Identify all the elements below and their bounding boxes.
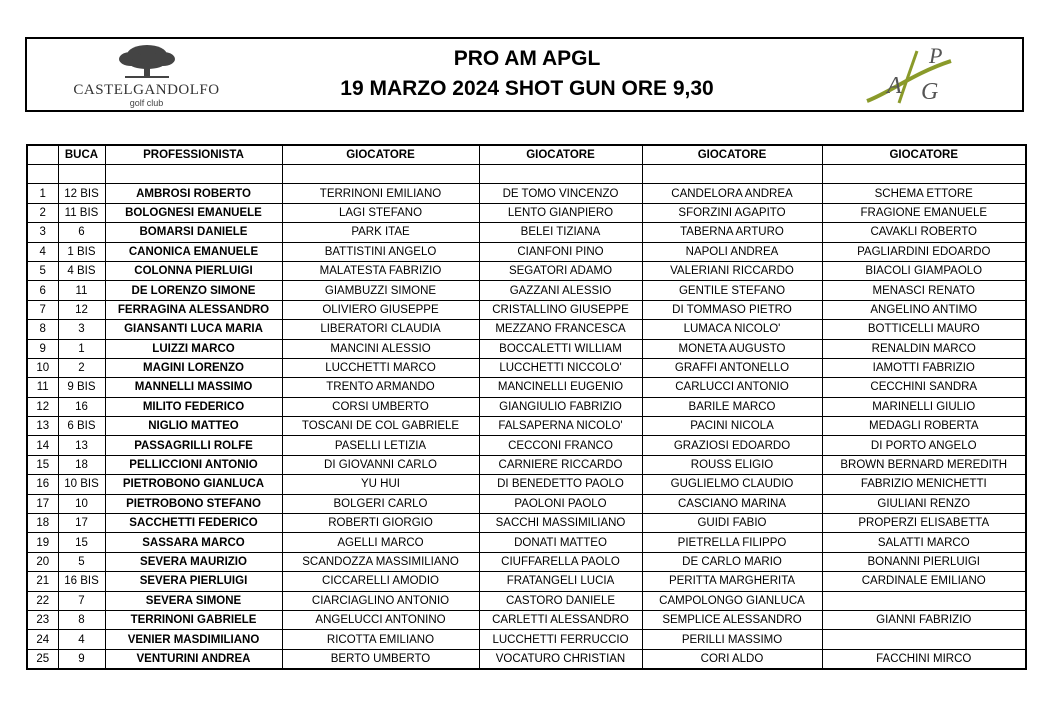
giocatore-4-cell: BROWN BERNARD MEREDITH bbox=[822, 455, 1026, 474]
giocatore-3-cell: BARILE MARCO bbox=[642, 397, 822, 416]
giocatore-4-cell: RENALDIN MARCO bbox=[822, 339, 1026, 358]
professionista-cell: PASSAGRILLI ROLFE bbox=[105, 436, 282, 455]
column-header-giocatore-2: GIOCATORE bbox=[479, 145, 642, 165]
page-subtitle: 19 MARZO 2024 SHOT GUN ORE 9,30 bbox=[340, 77, 714, 100]
giocatore-2-cell: BOCCALETTI WILLIAM bbox=[479, 339, 642, 358]
buca-cell: 5 bbox=[58, 552, 105, 571]
buca-cell: 9 BIS bbox=[58, 378, 105, 397]
giocatore-1-cell: TOSCANI DE COL GABRIELE bbox=[282, 417, 479, 436]
row-index-cell: 17 bbox=[27, 494, 58, 513]
giocatore-2-cell: DI BENEDETTO PAOLO bbox=[479, 475, 642, 494]
giocatore-3-cell: SEMPLICE ALESSANDRO bbox=[642, 610, 822, 629]
giocatore-2-cell: LENTO GIANPIERO bbox=[479, 203, 642, 222]
giocatore-4-cell: FABRIZIO MENICHETTI bbox=[822, 475, 1026, 494]
giocatore-3-cell: CASCIANO MARINA bbox=[642, 494, 822, 513]
giocatore-1-cell: LAGI STEFANO bbox=[282, 203, 479, 222]
giocatore-4-cell: BONANNI PIERLUIGI bbox=[822, 552, 1026, 571]
table-row bbox=[27, 533, 1026, 552]
row-index-cell: 1 bbox=[27, 184, 58, 203]
giocatore-3-cell: TABERNA ARTURO bbox=[642, 223, 822, 242]
giocatore-2-cell: FRATANGELI LUCIA bbox=[479, 572, 642, 591]
giocatore-3-cell: SFORZINI AGAPITO bbox=[642, 203, 822, 222]
buca-cell: 1 BIS bbox=[58, 242, 105, 261]
table-row bbox=[27, 223, 1026, 242]
row-index-cell: 19 bbox=[27, 533, 58, 552]
giocatore-3-cell: CARLUCCI ANTONIO bbox=[642, 378, 822, 397]
giocatore-3-cell: NAPOLI ANDREA bbox=[642, 242, 822, 261]
row-index-cell: 6 bbox=[27, 281, 58, 300]
professionista-cell: VENIER MASDIMILIANO bbox=[105, 630, 282, 649]
table-row bbox=[27, 261, 1026, 280]
row-index-cell: 3 bbox=[27, 223, 58, 242]
giocatore-3-cell: GUIDI FABIO bbox=[642, 514, 822, 533]
table-row bbox=[27, 552, 1026, 571]
buca-cell: 8 bbox=[58, 610, 105, 629]
row-index-cell: 4 bbox=[27, 242, 58, 261]
club-subtitle: golf club bbox=[129, 98, 164, 108]
giocatore-4-cell: BIACOLI GIAMPAOLO bbox=[822, 261, 1026, 280]
giocatore-2-cell: CARLETTI ALESSANDRO bbox=[479, 610, 642, 629]
buca-cell: 4 BIS bbox=[58, 261, 105, 280]
table-row bbox=[27, 242, 1026, 261]
professionista-cell: MAGINI LORENZO bbox=[105, 358, 282, 377]
giocatore-4-cell bbox=[822, 630, 1026, 649]
giocatore-2-cell: CIANFONI PINO bbox=[479, 242, 642, 261]
giocatore-4-cell: FRAGIONE EMANUELE bbox=[822, 203, 1026, 222]
page-title: PRO AM APGL bbox=[453, 47, 601, 70]
buca-cell: 6 bbox=[58, 223, 105, 242]
spacer-cell bbox=[105, 165, 282, 184]
spacer-row bbox=[27, 165, 1026, 184]
club-name: CASTELGANDOLFO bbox=[73, 82, 220, 98]
table-row bbox=[27, 378, 1026, 397]
table-row bbox=[27, 436, 1026, 455]
buca-cell: 6 BIS bbox=[58, 417, 105, 436]
giocatore-3-cell: CORI ALDO bbox=[642, 649, 822, 669]
spacer-cell bbox=[58, 165, 105, 184]
table-row bbox=[27, 417, 1026, 436]
giocatore-4-cell: PAGLIARDINI EDOARDO bbox=[822, 242, 1026, 261]
buca-cell: 2 bbox=[58, 358, 105, 377]
giocatore-4-cell: FACCHINI MIRCO bbox=[822, 649, 1026, 669]
giocatore-3-cell: CAMPOLONGO GIANLUCA bbox=[642, 591, 822, 610]
professionista-cell: VENTURINI ANDREA bbox=[105, 649, 282, 669]
buca-cell: 16 BIS bbox=[58, 572, 105, 591]
table-row bbox=[27, 649, 1026, 669]
professionista-cell: SACCHETTI FEDERICO bbox=[105, 514, 282, 533]
professionista-cell: GIANSANTI LUCA MARIA bbox=[105, 320, 282, 339]
giocatore-4-cell: MEDAGLI ROBERTA bbox=[822, 417, 1026, 436]
professionista-cell: TERRINONI GABRIELE bbox=[105, 610, 282, 629]
giocatore-1-cell: MALATESTA FABRIZIO bbox=[282, 261, 479, 280]
table-row bbox=[27, 184, 1026, 203]
giocatore-2-cell: SEGATORI ADAMO bbox=[479, 261, 642, 280]
column-header-giocatore-1: GIOCATORE bbox=[282, 145, 479, 165]
giocatore-4-cell: IAMOTTI FABRIZIO bbox=[822, 358, 1026, 377]
buca-cell: 17 bbox=[58, 514, 105, 533]
giocatore-3-cell: LUMACA NICOLO' bbox=[642, 320, 822, 339]
giocatore-2-cell: DE TOMO VINCENZO bbox=[479, 184, 642, 203]
table-row bbox=[27, 475, 1026, 494]
row-index-cell: 24 bbox=[27, 630, 58, 649]
giocatore-1-cell: DI GIOVANNI CARLO bbox=[282, 455, 479, 474]
row-index-cell: 12 bbox=[27, 397, 58, 416]
row-index-cell: 16 bbox=[27, 475, 58, 494]
table-row bbox=[27, 455, 1026, 474]
buca-cell: 18 bbox=[58, 455, 105, 474]
buca-cell: 12 BIS bbox=[58, 184, 105, 203]
professionista-cell: MILITO FEDERICO bbox=[105, 397, 282, 416]
giocatore-4-cell: CECCHINI SANDRA bbox=[822, 378, 1026, 397]
buca-cell: 3 bbox=[58, 320, 105, 339]
giocatore-1-cell: PARK ITAE bbox=[282, 223, 479, 242]
row-index-cell: 23 bbox=[27, 610, 58, 629]
row-index-cell: 9 bbox=[27, 339, 58, 358]
apgl-logo bbox=[859, 43, 959, 109]
giocatore-1-cell: LUCCHETTI MARCO bbox=[282, 358, 479, 377]
giocatore-3-cell: DI TOMMASO PIETRO bbox=[642, 300, 822, 319]
giocatore-1-cell: CIARCIAGLINO ANTONIO bbox=[282, 591, 479, 610]
giocatore-4-cell: GIULIANI RENZO bbox=[822, 494, 1026, 513]
buca-cell: 13 bbox=[58, 436, 105, 455]
column-header-professionista: PROFESSIONISTA bbox=[105, 145, 282, 165]
table-row bbox=[27, 494, 1026, 513]
giocatore-1-cell: CICCARELLI AMODIO bbox=[282, 572, 479, 591]
professionista-cell: BOMARSI DANIELE bbox=[105, 223, 282, 242]
column-header-index bbox=[27, 145, 58, 165]
giocatore-2-cell: CRISTALLINO GIUSEPPE bbox=[479, 300, 642, 319]
table-body bbox=[27, 165, 1026, 669]
spacer-cell bbox=[479, 165, 642, 184]
giocatore-1-cell: AGELLI MARCO bbox=[282, 533, 479, 552]
row-index-cell: 21 bbox=[27, 572, 58, 591]
table-row bbox=[27, 358, 1026, 377]
buca-cell: 12 bbox=[58, 300, 105, 319]
giocatore-1-cell: TERRINONI EMILIANO bbox=[282, 184, 479, 203]
buca-cell: 4 bbox=[58, 630, 105, 649]
giocatore-1-cell: CORSI UMBERTO bbox=[282, 397, 479, 416]
table-row bbox=[27, 281, 1026, 300]
logo-letter-a: A bbox=[887, 73, 902, 99]
row-index-cell: 15 bbox=[27, 455, 58, 474]
professionista-cell: SASSARA MARCO bbox=[105, 533, 282, 552]
column-header-giocatore-4: GIOCATORE bbox=[822, 145, 1026, 165]
table-header-row bbox=[27, 145, 1026, 165]
buca-cell: 9 bbox=[58, 649, 105, 669]
giocatore-4-cell: DI PORTO ANGELO bbox=[822, 436, 1026, 455]
header-box bbox=[25, 37, 1024, 112]
spacer-cell bbox=[642, 165, 822, 184]
table-row bbox=[27, 572, 1026, 591]
giocatore-3-cell: CANDELORA ANDREA bbox=[642, 184, 822, 203]
giocatore-3-cell: MONETA AUGUSTO bbox=[642, 339, 822, 358]
giocatore-3-cell: PERITTA MARGHERITA bbox=[642, 572, 822, 591]
giocatore-1-cell: YU HUI bbox=[282, 475, 479, 494]
row-index-cell: 5 bbox=[27, 261, 58, 280]
table-row bbox=[27, 320, 1026, 339]
row-index-cell: 8 bbox=[27, 320, 58, 339]
giocatore-3-cell: PIETRELLA FILIPPO bbox=[642, 533, 822, 552]
table-row bbox=[27, 203, 1026, 222]
giocatore-1-cell: SCANDOZZA MASSIMILIANO bbox=[282, 552, 479, 571]
giocatore-1-cell: BERTO UMBERTO bbox=[282, 649, 479, 669]
table-row bbox=[27, 610, 1026, 629]
buca-cell: 10 bbox=[58, 494, 105, 513]
table-row bbox=[27, 591, 1026, 610]
spacer-cell bbox=[282, 165, 479, 184]
row-index-cell: 2 bbox=[27, 203, 58, 222]
giocatore-3-cell: VALERIANI RICCARDO bbox=[642, 261, 822, 280]
spacer-cell bbox=[27, 165, 58, 184]
professionista-cell: SEVERA MAURIZIO bbox=[105, 552, 282, 571]
giocatore-2-cell: LUCCHETTI NICCOLO' bbox=[479, 358, 642, 377]
giocatore-1-cell: LIBERATORI CLAUDIA bbox=[282, 320, 479, 339]
buca-cell: 11 BIS bbox=[58, 203, 105, 222]
giocatore-2-cell: CIUFFARELLA PAOLO bbox=[479, 552, 642, 571]
giocatore-4-cell: MARINELLI GIULIO bbox=[822, 397, 1026, 416]
giocatore-1-cell: TRENTO ARMANDO bbox=[282, 378, 479, 397]
giocatore-2-cell: GAZZANI ALESSIO bbox=[479, 281, 642, 300]
giocatore-2-cell: MANCINELLI EUGENIO bbox=[479, 378, 642, 397]
professionista-cell: PELLICCIONI ANTONIO bbox=[105, 455, 282, 474]
row-index-cell: 22 bbox=[27, 591, 58, 610]
apgl-logo-graphic bbox=[859, 43, 959, 109]
giocatore-2-cell: CECCONI FRANCO bbox=[479, 436, 642, 455]
row-index-cell: 11 bbox=[27, 378, 58, 397]
professionista-cell: BOLOGNESI EMANUELE bbox=[105, 203, 282, 222]
giocatore-3-cell: GENTILE STEFANO bbox=[642, 281, 822, 300]
giocatore-4-cell: PROPERZI ELISABETTA bbox=[822, 514, 1026, 533]
tree-icon bbox=[111, 43, 183, 83]
giocatore-1-cell: BATTISTINI ANGELO bbox=[282, 242, 479, 261]
professionista-cell: MANNELLI MASSIMO bbox=[105, 378, 282, 397]
professionista-cell: SEVERA SIMONE bbox=[105, 591, 282, 610]
buca-cell: 1 bbox=[58, 339, 105, 358]
giocatore-4-cell: SCHEMA ETTORE bbox=[822, 184, 1026, 203]
giocatore-2-cell: MEZZANO FRANCESCA bbox=[479, 320, 642, 339]
giocatore-1-cell: RICOTTA EMILIANO bbox=[282, 630, 479, 649]
giocatore-4-cell: CAVAKLI ROBERTO bbox=[822, 223, 1026, 242]
professionista-cell: CANONICA EMANUELE bbox=[105, 242, 282, 261]
row-index-cell: 18 bbox=[27, 514, 58, 533]
giocatore-3-cell: PERILLI MASSIMO bbox=[642, 630, 822, 649]
spacer-cell bbox=[822, 165, 1026, 184]
giocatore-1-cell: PASELLI LETIZIA bbox=[282, 436, 479, 455]
row-index-cell: 7 bbox=[27, 300, 58, 319]
buca-cell: 11 bbox=[58, 281, 105, 300]
giocatore-2-cell: GIANGIULIO FABRIZIO bbox=[479, 397, 642, 416]
giocatore-3-cell: GRAFFI ANTONELLO bbox=[642, 358, 822, 377]
row-index-cell: 13 bbox=[27, 417, 58, 436]
buca-cell: 16 bbox=[58, 397, 105, 416]
table-row bbox=[27, 514, 1026, 533]
logo-letter-p: P bbox=[929, 43, 943, 68]
logo-letter-g: G bbox=[921, 79, 939, 105]
professionista-cell: COLONNA PIERLUIGI bbox=[105, 261, 282, 280]
giocatore-4-cell: GIANNI FABRIZIO bbox=[822, 610, 1026, 629]
professionista-cell: AMBROSI ROBERTO bbox=[105, 184, 282, 203]
giocatore-4-cell bbox=[822, 591, 1026, 610]
giocatore-1-cell: ROBERTI GIORGIO bbox=[282, 514, 479, 533]
column-header-giocatore-3: GIOCATORE bbox=[642, 145, 822, 165]
professionista-cell: SEVERA PIERLUIGI bbox=[105, 572, 282, 591]
giocatore-1-cell: GIAMBUZZI SIMONE bbox=[282, 281, 479, 300]
giocatore-1-cell: MANCINI ALESSIO bbox=[282, 339, 479, 358]
giocatore-2-cell: SACCHI MASSIMILIANO bbox=[479, 514, 642, 533]
table-row bbox=[27, 630, 1026, 649]
row-index-cell: 14 bbox=[27, 436, 58, 455]
giocatore-3-cell: PACINI NICOLA bbox=[642, 417, 822, 436]
giocatore-4-cell: ANGELINO ANTIMO bbox=[822, 300, 1026, 319]
giocatore-1-cell: OLIVIERO GIUSEPPE bbox=[282, 300, 479, 319]
giocatore-3-cell: ROUSS ELIGIO bbox=[642, 455, 822, 474]
professionista-cell: NIGLIO MATTEO bbox=[105, 417, 282, 436]
giocatore-2-cell: CARNIERE RICCARDO bbox=[479, 455, 642, 474]
giocatore-3-cell: DE CARLO MARIO bbox=[642, 552, 822, 571]
professionista-cell: PIETROBONO STEFANO bbox=[105, 494, 282, 513]
buca-cell: 15 bbox=[58, 533, 105, 552]
giocatore-4-cell: BOTTICELLI MAURO bbox=[822, 320, 1026, 339]
professionista-cell: PIETROBONO GIANLUCA bbox=[105, 475, 282, 494]
giocatore-1-cell: ANGELUCCI ANTONINO bbox=[282, 610, 479, 629]
giocatore-3-cell: GRAZIOSI EDOARDO bbox=[642, 436, 822, 455]
giocatore-4-cell: SALATTI MARCO bbox=[822, 533, 1026, 552]
table-row bbox=[27, 397, 1026, 416]
giocatore-2-cell: VOCATURO CHRISTIAN bbox=[479, 649, 642, 669]
professionista-cell: LUIZZI MARCO bbox=[105, 339, 282, 358]
giocatore-2-cell: FALSAPERNA NICOLO' bbox=[479, 417, 642, 436]
giocatore-2-cell: BELEI TIZIANA bbox=[479, 223, 642, 242]
giocatore-2-cell: DONATI MATTEO bbox=[479, 533, 642, 552]
row-index-cell: 20 bbox=[27, 552, 58, 571]
professionista-cell: DE LORENZO SIMONE bbox=[105, 281, 282, 300]
row-index-cell: 25 bbox=[27, 649, 58, 669]
giocatore-2-cell: PAOLONI PAOLO bbox=[479, 494, 642, 513]
column-header-buca: BUCA bbox=[58, 145, 105, 165]
buca-cell: 7 bbox=[58, 591, 105, 610]
buca-cell: 10 BIS bbox=[58, 475, 105, 494]
table-row bbox=[27, 300, 1026, 319]
giocatore-4-cell: CARDINALE EMILIANO bbox=[822, 572, 1026, 591]
giocatore-4-cell: MENASCI RENATO bbox=[822, 281, 1026, 300]
club-logo bbox=[59, 43, 234, 107]
table-row bbox=[27, 339, 1026, 358]
title-block bbox=[277, 45, 777, 105]
giocatore-1-cell: BOLGERI CARLO bbox=[282, 494, 479, 513]
giocatore-2-cell: CASTORO DANIELE bbox=[479, 591, 642, 610]
row-index-cell: 10 bbox=[27, 358, 58, 377]
professionista-cell: FERRAGINA ALESSANDRO bbox=[105, 300, 282, 319]
giocatore-3-cell: GUGLIELMO CLAUDIO bbox=[642, 475, 822, 494]
pairings-table bbox=[26, 144, 1027, 670]
giocatore-2-cell: LUCCHETTI FERRUCCIO bbox=[479, 630, 642, 649]
